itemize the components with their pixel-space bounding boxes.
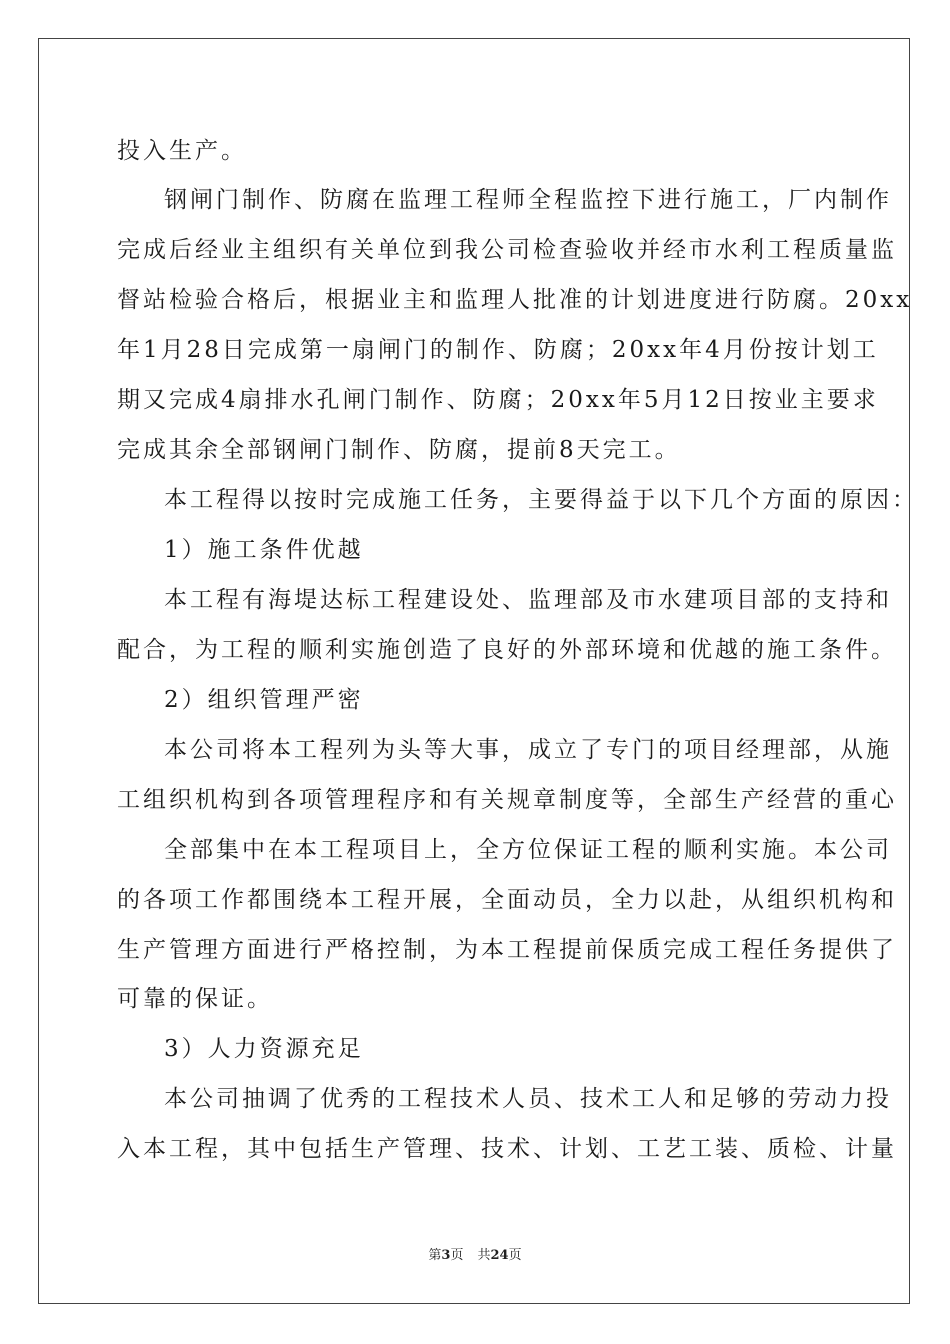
footer-total-prefix: 共 — [477, 1248, 491, 1263]
footer-total-suffix: 页 — [508, 1248, 522, 1263]
text-line: 督站检验合格后，根据业主和监理人批准的计划进度进行防腐。20xx — [117, 287, 913, 313]
text-line: 可靠的保证。 — [117, 986, 273, 1012]
text-line: 配合，为工程的顺利实施创造了良好的外部环境和优越的施工条件。 — [117, 637, 897, 663]
footer-page-prefix: 第 — [428, 1248, 442, 1263]
section-heading: 1）施工条件优越 — [164, 537, 364, 563]
text-line: 年1月28日完成第一扇闸门的制作、防腐；20xx年4月份按计划工 — [117, 337, 879, 363]
text-line: 本工程有海堤达标工程建设处、监理部及市水建项目部的支持和 — [164, 587, 892, 613]
text-line: 生产管理方面进行严格控制，为本工程提前保质完成工程任务提供了 — [117, 937, 897, 963]
text-line: 入本工程，其中包括生产管理、技术、计划、工艺工装、质检、计量 — [117, 1136, 897, 1162]
text-line: 的各项工作都围绕本工程开展，全面动员，全力以赴，从组织机构和 — [117, 887, 897, 913]
text-line: 投入生产。 — [117, 138, 247, 164]
text-line: 完成其余全部钢闸门制作、防腐，提前8天完工。 — [117, 437, 681, 463]
text-line: 本公司抽调了优秀的工程技术人员、技术工人和足够的劳动力投 — [164, 1086, 892, 1112]
text-line: 工组织机构到各项管理程序和有关规章制度等，全部生产经营的重心 — [117, 787, 897, 813]
text-line: 完成后经业主组织有关单位到我公司检查验收并经市水利工程质量监 — [117, 237, 897, 263]
text-line: 期又完成4扇排水孔闸门制作、防腐；20xx年5月12日按业主要求 — [117, 387, 879, 413]
section-heading: 2）组织管理严密 — [164, 687, 364, 713]
footer-page-number: 3 — [441, 1248, 451, 1263]
text-line: 本公司将本工程列为头等大事，成立了专门的项目经理部，从施 — [164, 737, 892, 763]
text-line: 全部集中在本工程项目上，全方位保证工程的顺利实施。本公司 — [164, 837, 892, 863]
footer-total-number: 24 — [490, 1248, 509, 1263]
section-heading: 3）人力资源充足 — [164, 1036, 364, 1062]
footer-page-suffix: 页 — [450, 1248, 464, 1263]
page-footer — [0, 1244, 950, 1263]
text-line: 本工程得以按时完成施工任务，主要得益于以下几个方面的原因： — [164, 487, 918, 513]
text-line: 钢闸门制作、防腐在监理工程师全程监控下进行施工，厂内制作 — [164, 187, 892, 213]
